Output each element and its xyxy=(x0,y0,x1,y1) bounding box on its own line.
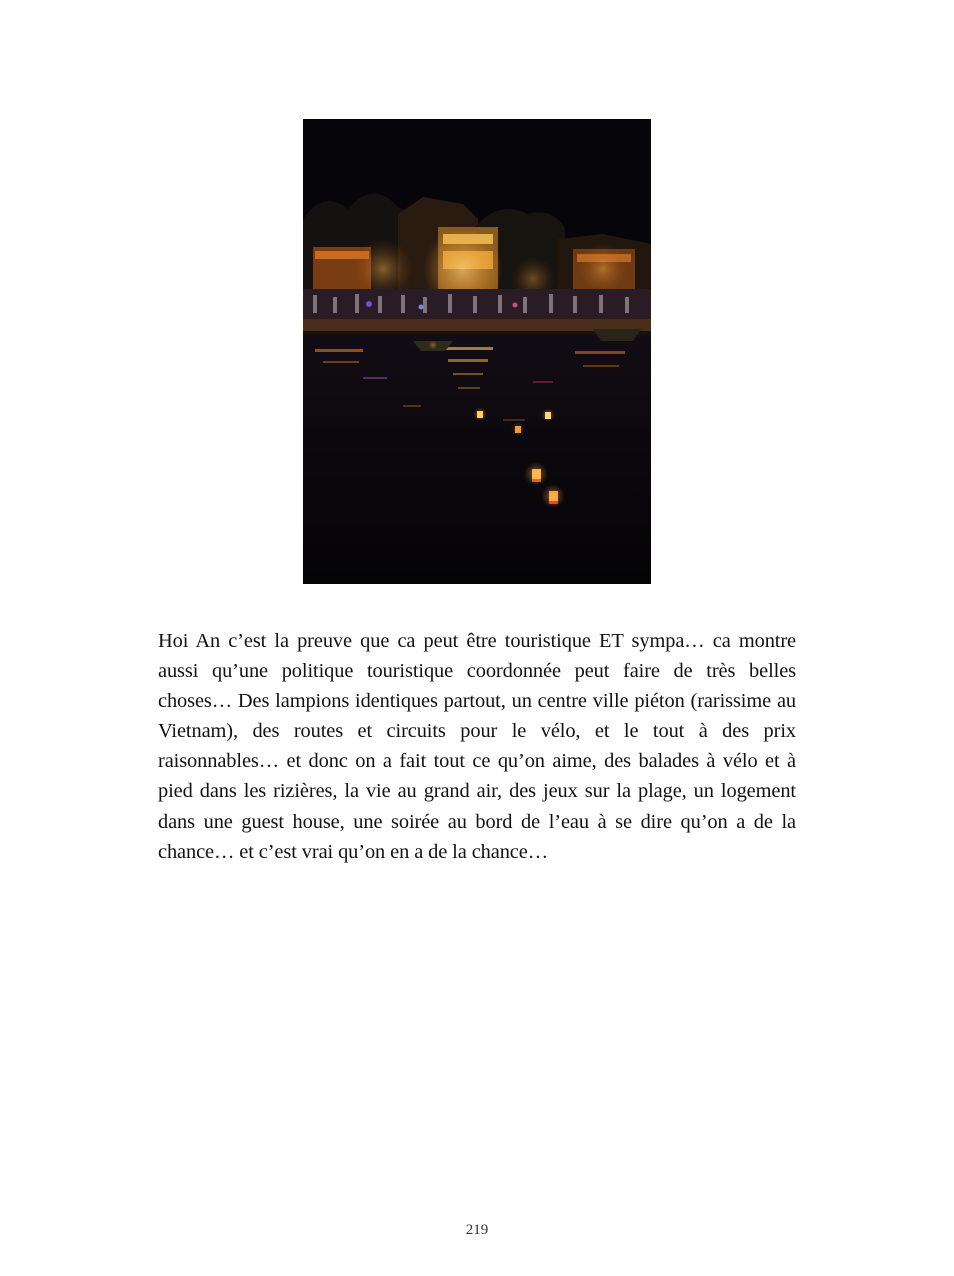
lantern-river-image xyxy=(303,119,651,584)
body-paragraph: Hoi An c’est la preuve que ca peut être touristique ET sympa… ca montre aussi qu’une politique touristique coordonnée peut faire de très belles choses… Des lampions identiques partout, un centre ville piéton (rarissime au Vietnam), des routes et circuits pour le vélo, et le tout à des prix raisonnables… et donc on a fait tout ce qu’on aime, des balades à vélo et à pied dans les rizières, la vie au grand air, des jeux sur la plage, un logement dans une guest house, une soirée au bord de l’eau à se dire qu’on a de la chance… et c’est vrai qu’on en a de la chance… xyxy=(158,630,796,863)
page-number: 219 xyxy=(465,1222,489,1238)
night-river-photo xyxy=(303,119,651,584)
